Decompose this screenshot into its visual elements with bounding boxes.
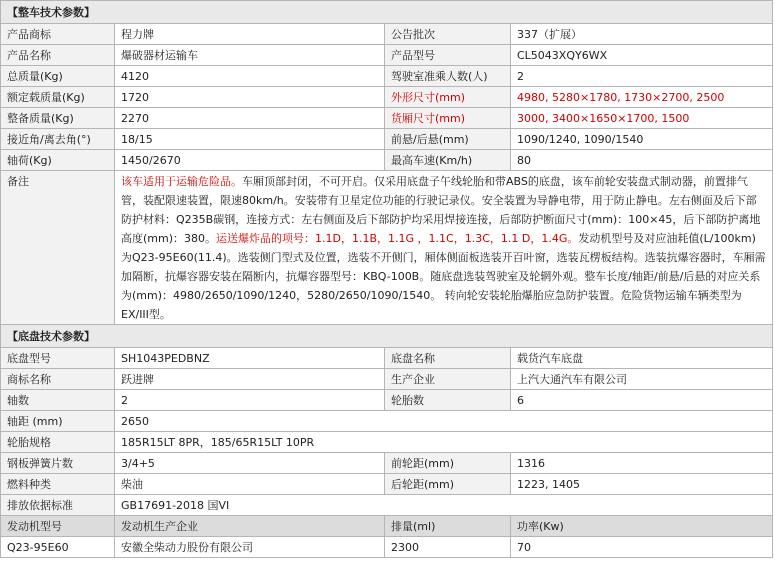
max-speed-label: 最高车速(Km/h): [385, 150, 511, 171]
rated-load-value: 1720: [115, 87, 385, 108]
fuel-value: 柴油: [115, 474, 385, 495]
brand-label: 产品商标: [1, 24, 115, 45]
outer-dims-label: 外形尺寸(mm): [385, 87, 511, 108]
table-row: [1, 390, 773, 411]
remarks-row: [1, 171, 773, 325]
engine-power-header: 功率(Kw): [511, 516, 773, 537]
table-row: [1, 66, 773, 87]
wheelbase-label: 轴距 (mm): [1, 411, 115, 432]
table-row: [1, 45, 773, 66]
table-row: [1, 495, 773, 516]
chassis-name-label: 底盘名称: [385, 348, 511, 369]
axles-value: 2: [115, 390, 385, 411]
axles-label: 轴数: [1, 390, 115, 411]
engine-displacement-value: 2300: [385, 537, 511, 558]
tire-spec-label: 轮胎规格: [1, 432, 115, 453]
table-row: [1, 474, 773, 495]
outer-dims-value: 4980, 5280×1780, 1730×2700, 2500: [511, 87, 773, 108]
front-track-value: 1316: [511, 453, 773, 474]
table-row: [1, 369, 773, 390]
rear-track-value: 1223, 1405: [511, 474, 773, 495]
tire-spec-value: 185R15LT 8PR，185/65R15LT 10PR: [115, 432, 773, 453]
remarks-body-1: 车厢顶部封闭，不可开启。仅采用底盘子午线轮胎和带ABS的底盘，该车前轮安装盘式制动器，前置排气管，装配限速装置，限速80km/h。安装带有卫星定位功能的行驶记录仪。安全装置为导静电带，用于防止静电。左右侧面及后下部防护材料：Q235B碳钢，连接方式：左右侧面及后下部防护均采用焊接连接，后部防护断面尺寸(mm)：100×45，后下部防护离地高度(mm)：380。: [121, 175, 761, 245]
axle-load-label: 轴荷(Kg): [1, 150, 115, 171]
vehicle-section-title: 【整车技术参数】: [1, 1, 773, 24]
curb-mass-label: 整备质量(Kg): [1, 108, 115, 129]
box-dims-label: 货厢尺寸(mm): [385, 108, 511, 129]
box-dims-value: 3000, 3400×1650×1700, 1500: [511, 108, 773, 129]
table-row: [1, 453, 773, 474]
engine-model-value: Q23-95E60: [1, 537, 115, 558]
table-row: [1, 129, 773, 150]
chassis-brand-label: 商标名称: [1, 369, 115, 390]
chassis-maker-value: 上汽大通汽车有限公司: [511, 369, 773, 390]
engine-header-row: [1, 516, 773, 537]
wheelbase-value: 2650: [115, 411, 773, 432]
engine-displacement-header: 排量(ml): [385, 516, 511, 537]
chassis-model-value: SH1043PEDBNZ: [115, 348, 385, 369]
overhang-value: 1090/1240, 1090/1540: [511, 129, 773, 150]
chassis-maker-label: 生产企业: [385, 369, 511, 390]
total-mass-label: 总质量(Kg): [1, 66, 115, 87]
batch-value: 337（扩展）: [511, 24, 773, 45]
total-mass-value: 4120: [115, 66, 385, 87]
cab-seats-label: 驾驶室准乘人数(人): [385, 66, 511, 87]
table-row: [1, 24, 773, 45]
rated-load-label: 额定载质量(Kg): [1, 87, 115, 108]
chassis-section-header: [1, 325, 773, 348]
table-row: [1, 537, 773, 558]
tires-value: 6: [511, 390, 773, 411]
name-value: 爆破器材运输车: [115, 45, 385, 66]
engine-power-value: 70: [511, 537, 773, 558]
remarks-body-2: 发动机型号及对应油耗值(L/100km)为Q23-95E60(11.4)。选装侧门型式及位置，选装不开侧门，厢体侧面板选装开百叶窗，选装瓦楞板结构。选装抗爆容器时，车厢需加隔断，抗爆容器安装在隔断内，抗爆容器型号：KBQ-100B。随底盘选装驾驶室及轮辋外观。整车长度/轴距/前悬/后悬的对应关系为(mm)：4980/2650/1090/1240，5280/2650/1090/1540。 转向轮安装轮胎爆胎应急防护装置。危险货物运输车辆类型为EX/III型。: [121, 232, 766, 321]
springs-value: 3/4+5: [115, 453, 385, 474]
chassis-section-title: 【底盘技术参数】: [1, 325, 773, 348]
batch-label: 公告批次: [385, 24, 511, 45]
chassis-name-value: 载货汽车底盘: [511, 348, 773, 369]
rear-track-label: 后轮距(mm): [385, 474, 511, 495]
table-row: [1, 348, 773, 369]
table-row: [1, 432, 773, 453]
engine-model-header: 发动机型号: [1, 516, 115, 537]
max-speed-value: 80: [511, 150, 773, 171]
table-row: [1, 150, 773, 171]
engine-maker-value: 安徽全柴动力股份有限公司: [115, 537, 385, 558]
remarks-hazard-note: 该车适用于运输危险品。: [121, 175, 242, 188]
angles-label: 接近角/离去角(°): [1, 129, 115, 150]
model-value: CL5043XQY6WX: [511, 45, 773, 66]
brand-value: 程力牌: [115, 24, 385, 45]
remarks-label: 备注: [1, 171, 115, 325]
table-row: [1, 87, 773, 108]
chassis-model-label: 底盘型号: [1, 348, 115, 369]
angles-value: 18/15: [115, 129, 385, 150]
tires-label: 轮胎数: [385, 390, 511, 411]
axle-load-value: 1450/2670: [115, 150, 385, 171]
model-label: 产品型号: [385, 45, 511, 66]
curb-mass-value: 2270: [115, 108, 385, 129]
emission-value: GB17691-2018 国VI: [115, 495, 773, 516]
engine-maker-header: 发动机生产企业: [115, 516, 385, 537]
cab-seats-value: 2: [511, 66, 773, 87]
emission-label: 排放依据标准: [1, 495, 115, 516]
chassis-brand-value: 跃进牌: [115, 369, 385, 390]
vehicle-section-header: [1, 1, 773, 24]
name-label: 产品名称: [1, 45, 115, 66]
fuel-label: 燃料种类: [1, 474, 115, 495]
table-row: [1, 108, 773, 129]
remarks-explosive-items: 运送爆炸品的项号：1.1D，1.1B，1.1G ，1.1C，1.3C，1.1 D，1.4G。: [216, 232, 579, 245]
front-track-label: 前轮距(mm): [385, 453, 511, 474]
springs-label: 钢板弹簧片数: [1, 453, 115, 474]
overhang-label: 前悬/后悬(mm): [385, 129, 511, 150]
remarks-text: [115, 171, 773, 325]
table-row: [1, 411, 773, 432]
